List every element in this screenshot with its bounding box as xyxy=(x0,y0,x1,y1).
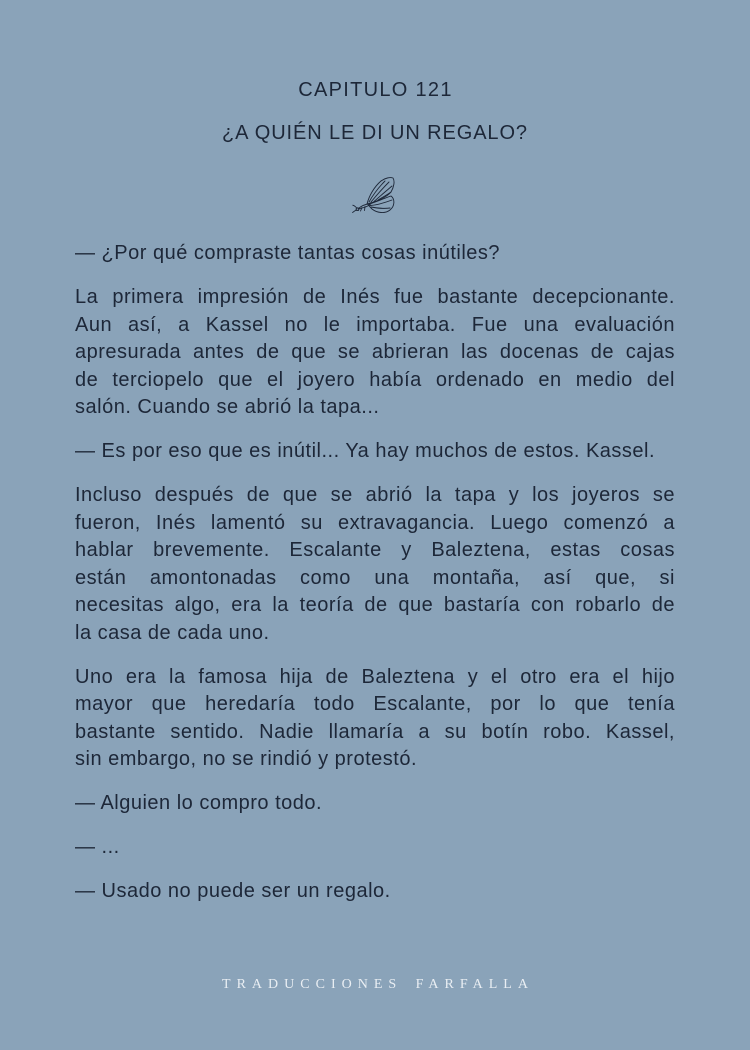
text-line: — ¿Por qué compraste tantas cosas inútiles? xyxy=(75,242,501,264)
text-line: la casa de cada uno. xyxy=(75,621,270,644)
paragraph xyxy=(75,482,675,647)
paragraph xyxy=(75,240,675,268)
text-line: apresurada antes de que se abrieran las docenas de cajas xyxy=(75,341,675,363)
text-line: mayor que heredaría todo Escalante, por lo que tenía xyxy=(75,693,675,715)
paragraph xyxy=(75,790,675,818)
text-line: Aun así, a Kassel no le importaba. Fue una evaluación xyxy=(75,313,675,336)
text-line: bastante sentido. Nadie llamaría a su botín robo. Kassel, xyxy=(75,720,675,743)
text-line: están amontonadas como una montaña, así que, si xyxy=(75,566,675,589)
text-line: — Usado no puede ser un regalo. xyxy=(75,880,391,902)
text-line: Incluso después de que se abrió la tapa y los joyeros se xyxy=(75,484,675,506)
text-line: La primera impresión de Inés fue bastante decepcionante. xyxy=(75,286,675,308)
paragraph xyxy=(75,664,675,774)
paragraph xyxy=(75,438,675,466)
paragraph xyxy=(75,284,675,422)
butterfly-icon xyxy=(352,176,398,216)
text-line: de terciopelo que el joyero había ordenado en medio del xyxy=(75,368,675,391)
chapter-body xyxy=(75,240,675,922)
text-line: sin embargo, no se rindió y protestó. xyxy=(75,748,418,770)
paragraph xyxy=(75,834,675,862)
translator-credit: TRADUCCIONES FARFALLA xyxy=(222,977,534,992)
text-line: necesitas algo, era la teoría de que bastaría con robarlo de xyxy=(75,594,675,616)
text-line: salón. Cuando se abrió la tapa... xyxy=(75,396,380,418)
chapter-title: ¿A QUIÉN LE DI UN REGALO? xyxy=(222,122,528,144)
text-line: — Alguien lo compro todo. xyxy=(75,792,323,814)
text-line: — Es por eso que es inútil... Ya hay muchos de estos. Kassel. xyxy=(75,440,656,462)
chapter-number: CAPITULO 121 xyxy=(298,79,453,101)
text-line: — ... xyxy=(75,836,120,858)
paragraph xyxy=(75,878,675,906)
text-line: hablar brevemente. Escalante y Baleztena, estas cosas xyxy=(75,539,675,561)
text-line: Uno era la famosa hija de Baleztena y el otro era el hijo xyxy=(75,665,675,688)
text-line: fueron, Inés lamentó su extravagancia. Luego comenzó a xyxy=(75,511,675,534)
